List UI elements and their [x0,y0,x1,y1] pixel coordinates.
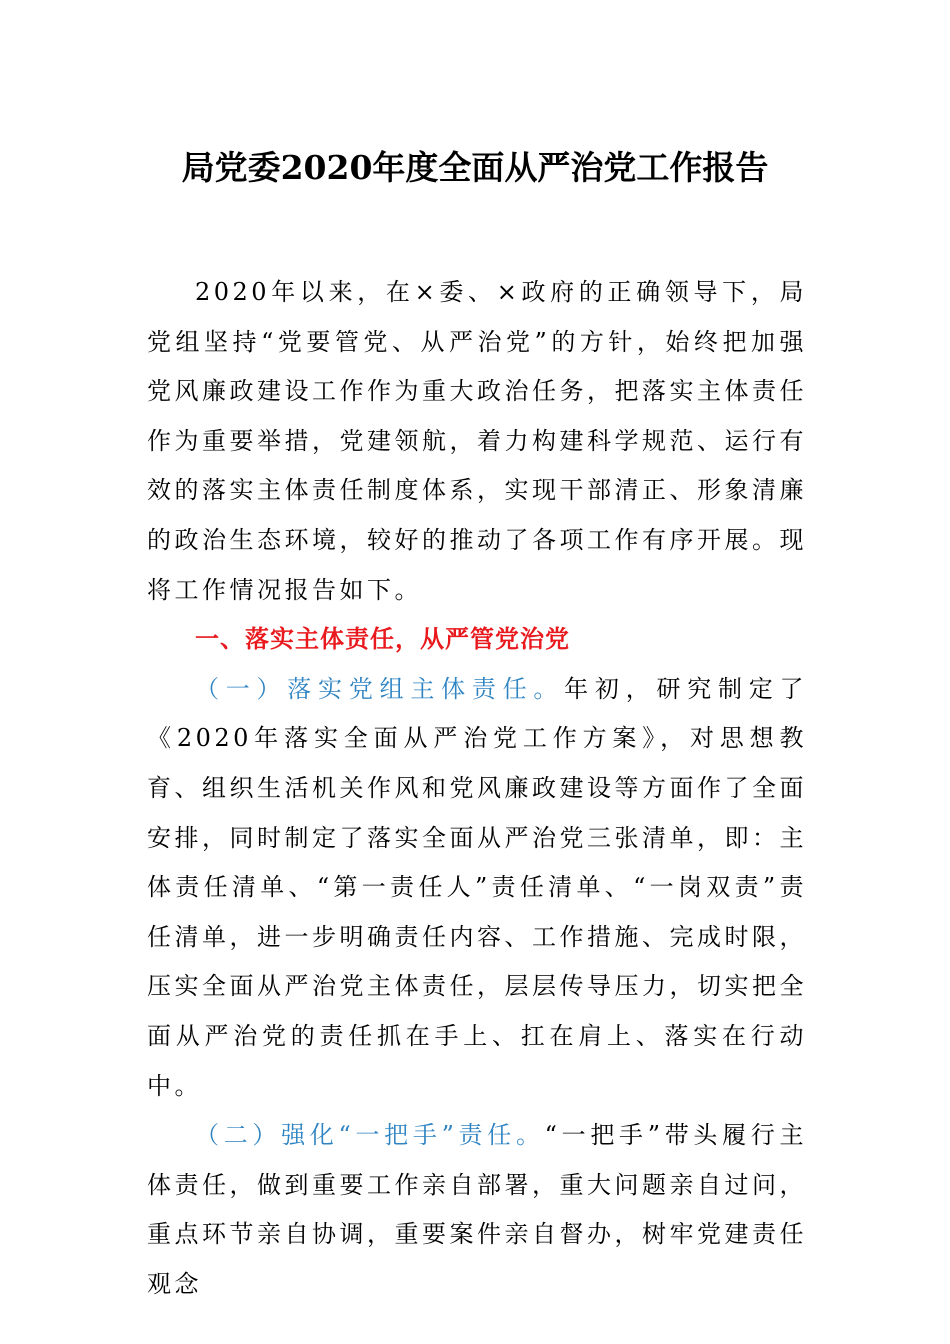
item-2-paragraph [147,1111,807,1309]
section-heading: 一、落实主体责任，从严管党治党 [195,625,570,654]
document-body [147,268,807,1309]
item-1-text: 年初，研究制定了《2020年落实全面从严治党工作方案》，对思想教育、组织生活机关作风和党风廉政建设等方面作了全面安排，同时制定了落实全面从严治党三张清单，即：主体责任清单、“第一责任人”责任清单、“一岗双责”责任清单，进一步明确责任内容、工作措施、完成时限，压实全面从严治党主体责任，层层传导压力，切实把全面从严治党的责任抓在手上、扛在肩上、落实在行动中。 [147,674,808,1100]
intro-paragraph: 2020年以来，在×委、×政府的正确领导下，局党组坚持“党要管党、从严治党”的方针，始终把加强党风廉政建设工作作为重大政治任务，把落实主体责任作为重要举措，党建领航，着力构建科学规范、运行有效的落实主体责任制度体系，实现干部清正、形象清廉的政治生态环境，较好的推动了各项工作有序开展。现将工作情况报告如下。 [147,278,807,604]
document-title: 局党委2020年度全面从严治党工作报告 [181,148,769,187]
item-1-label: （一）落实党组主体责任。 [195,674,565,703]
item-2-label: （二）强化“一把手”责任。 [195,1121,545,1150]
item-2-text: “一把手”带头履行主体责任，做到重要工作亲自部署，重大问题亲自过问，重点环节亲自协调，重要案件亲自督办，树牢党建责任观念 [147,1121,807,1298]
item-1-paragraph [147,665,807,1111]
